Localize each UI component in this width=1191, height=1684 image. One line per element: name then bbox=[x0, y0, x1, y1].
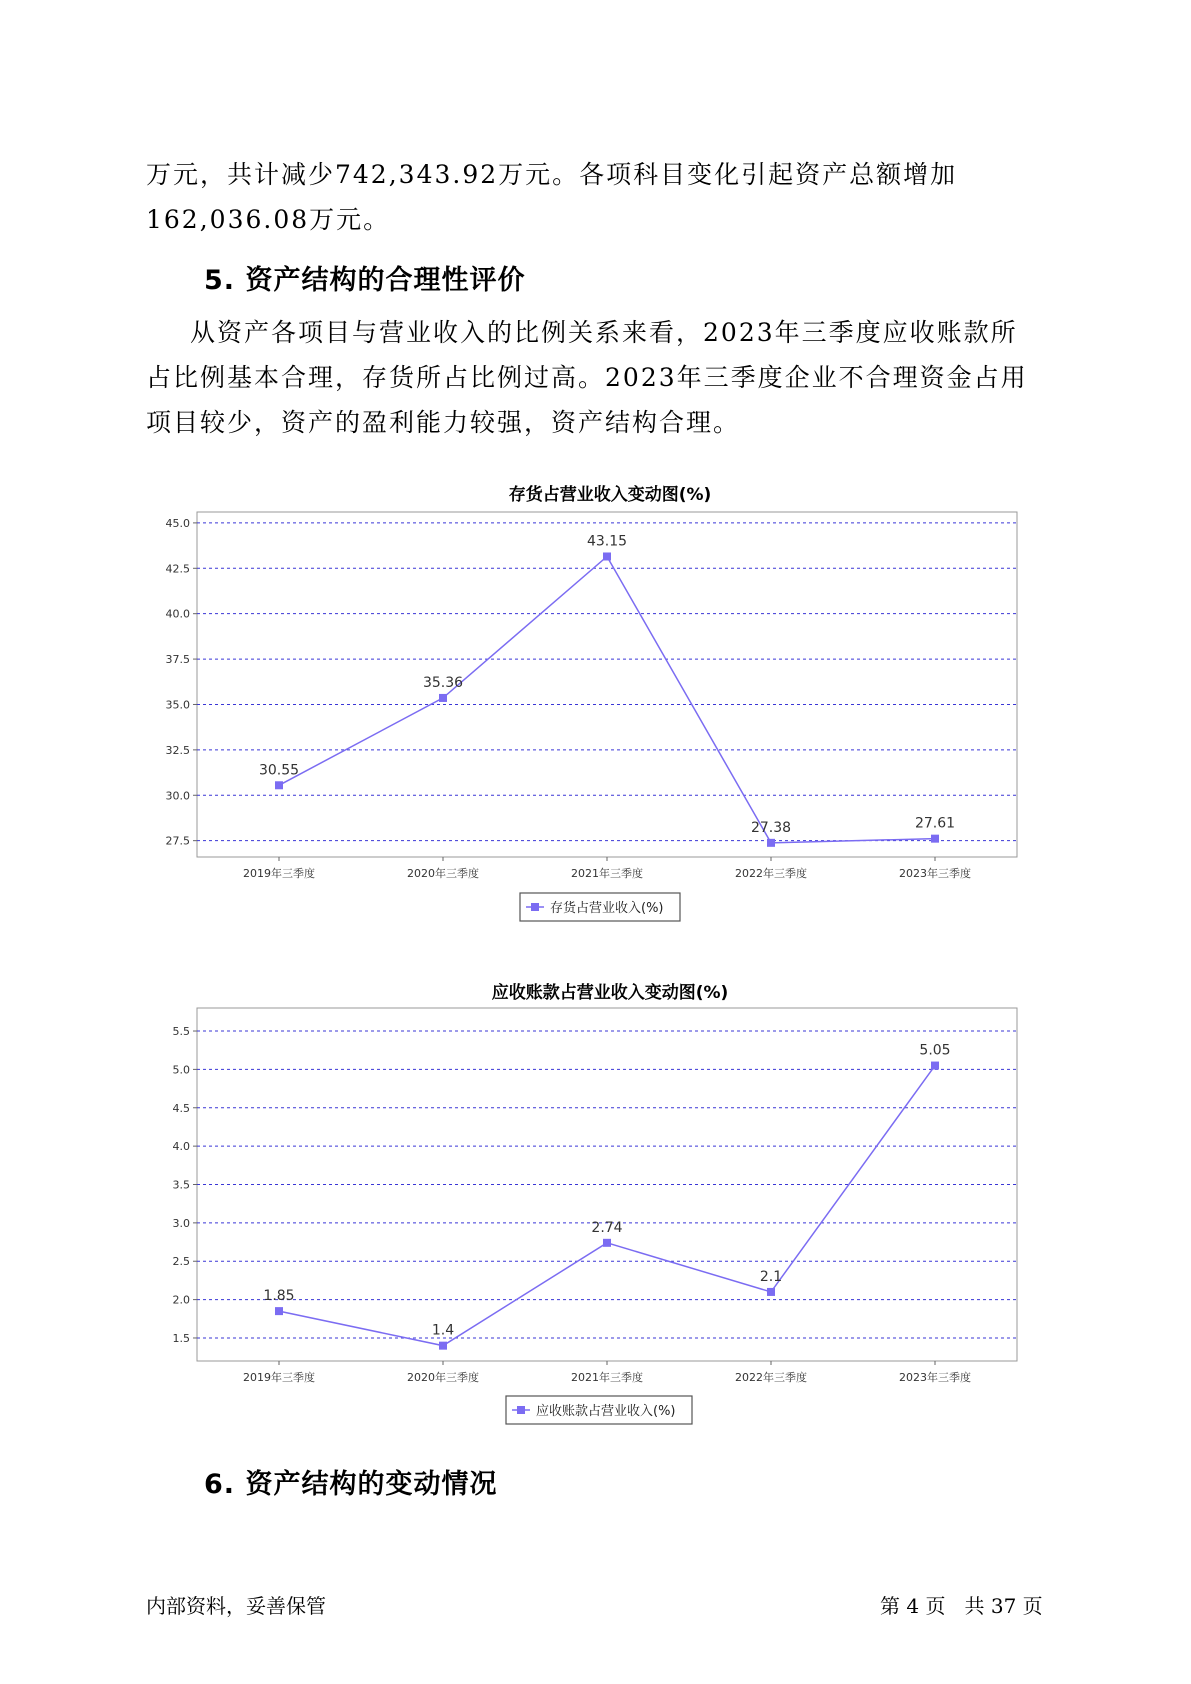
y-tick-label: 4.0 bbox=[172, 1140, 190, 1154]
footer-page-number: 第 4 页 共 37 页 bbox=[880, 1594, 1043, 1618]
section-5-line-3: 项目较少，资产的盈利能力较强，资产结构合理。 bbox=[146, 408, 741, 437]
section-5-line-2: 占比例基本合理，存货所占比例过高。2023年三季度企业不合理资金占用 bbox=[146, 363, 1028, 392]
x-tick-label: 2022年三季度 bbox=[735, 867, 807, 880]
x-tick-label: 2023年三季度 bbox=[899, 867, 971, 880]
data-label: 27.61 bbox=[914, 815, 956, 832]
chart-1-title: 存货占营业收入变动图(%) bbox=[508, 485, 712, 505]
x-tick-label: 2019年三季度 bbox=[243, 1371, 315, 1384]
y-tick-label: 35.0 bbox=[165, 698, 190, 712]
chart-2-title: 应收账款占营业收入变动图(%) bbox=[491, 983, 729, 1003]
data-label: 27.38 bbox=[750, 819, 792, 836]
y-tick-label: 1.5 bbox=[172, 1331, 190, 1345]
y-tick-label: 40.0 bbox=[165, 607, 190, 621]
y-tick-label: 2.0 bbox=[172, 1293, 190, 1307]
data-label: 2.74 bbox=[591, 1219, 623, 1236]
data-point bbox=[439, 1342, 447, 1350]
intro-line-1: 万元，共计减少742,343.92万元。各项科目变化引起资产总额增加 bbox=[146, 160, 958, 189]
section-5-line-1: 从资产各项目与营业收入的比例关系来看，2023年三季度应收账款所 bbox=[190, 318, 1018, 347]
x-tick-label: 2022年三季度 bbox=[735, 1371, 807, 1384]
data-label: 2.1 bbox=[759, 1268, 783, 1285]
y-tick-label: 4.5 bbox=[172, 1101, 190, 1115]
section-5-heading: 5. 资产结构的合理性评价 bbox=[204, 265, 526, 296]
data-point bbox=[275, 1307, 283, 1315]
legend-label: 存货占营业收入(%) bbox=[550, 901, 664, 916]
y-tick-label: 27.5 bbox=[165, 834, 190, 848]
x-tick-label: 2020年三季度 bbox=[407, 1371, 479, 1384]
x-tick-label: 2020年三季度 bbox=[407, 867, 479, 880]
y-tick-label: 45.0 bbox=[165, 516, 190, 530]
y-tick-label: 42.5 bbox=[165, 562, 190, 576]
y-tick-label: 5.0 bbox=[172, 1063, 190, 1077]
data-label: 30.55 bbox=[258, 762, 300, 779]
y-tick-label: 3.5 bbox=[172, 1178, 190, 1192]
y-tick-label: 5.5 bbox=[172, 1025, 190, 1039]
data-point bbox=[767, 1288, 775, 1296]
x-tick-label: 2021年三季度 bbox=[571, 867, 643, 880]
x-tick-label: 2023年三季度 bbox=[899, 1371, 971, 1384]
x-tick-label: 2019年三季度 bbox=[243, 867, 315, 880]
data-label: 1.4 bbox=[431, 1322, 455, 1339]
x-tick-label: 2021年三季度 bbox=[571, 1371, 643, 1384]
y-tick-label: 2.5 bbox=[172, 1255, 190, 1269]
data-label: 43.15 bbox=[586, 533, 628, 550]
section-6-heading: 6. 资产结构的变动情况 bbox=[204, 1469, 498, 1500]
intro-line-2: 162,036.08万元。 bbox=[146, 205, 391, 234]
y-tick-label: 30.0 bbox=[165, 789, 190, 803]
data-label: 1.85 bbox=[263, 1288, 295, 1305]
data-label: 35.36 bbox=[422, 674, 464, 691]
legend-marker bbox=[517, 1406, 525, 1414]
data-label: 5.05 bbox=[919, 1042, 951, 1059]
y-tick-label: 37.5 bbox=[165, 653, 190, 667]
y-tick-label: 32.5 bbox=[165, 743, 190, 757]
footer-left: 内部资料，妥善保管 bbox=[146, 1594, 326, 1618]
data-point bbox=[603, 1239, 611, 1247]
y-tick-label: 3.0 bbox=[172, 1216, 190, 1230]
data-point bbox=[931, 1062, 939, 1070]
legend-label: 应收账款占营业收入(%) bbox=[536, 1404, 676, 1419]
